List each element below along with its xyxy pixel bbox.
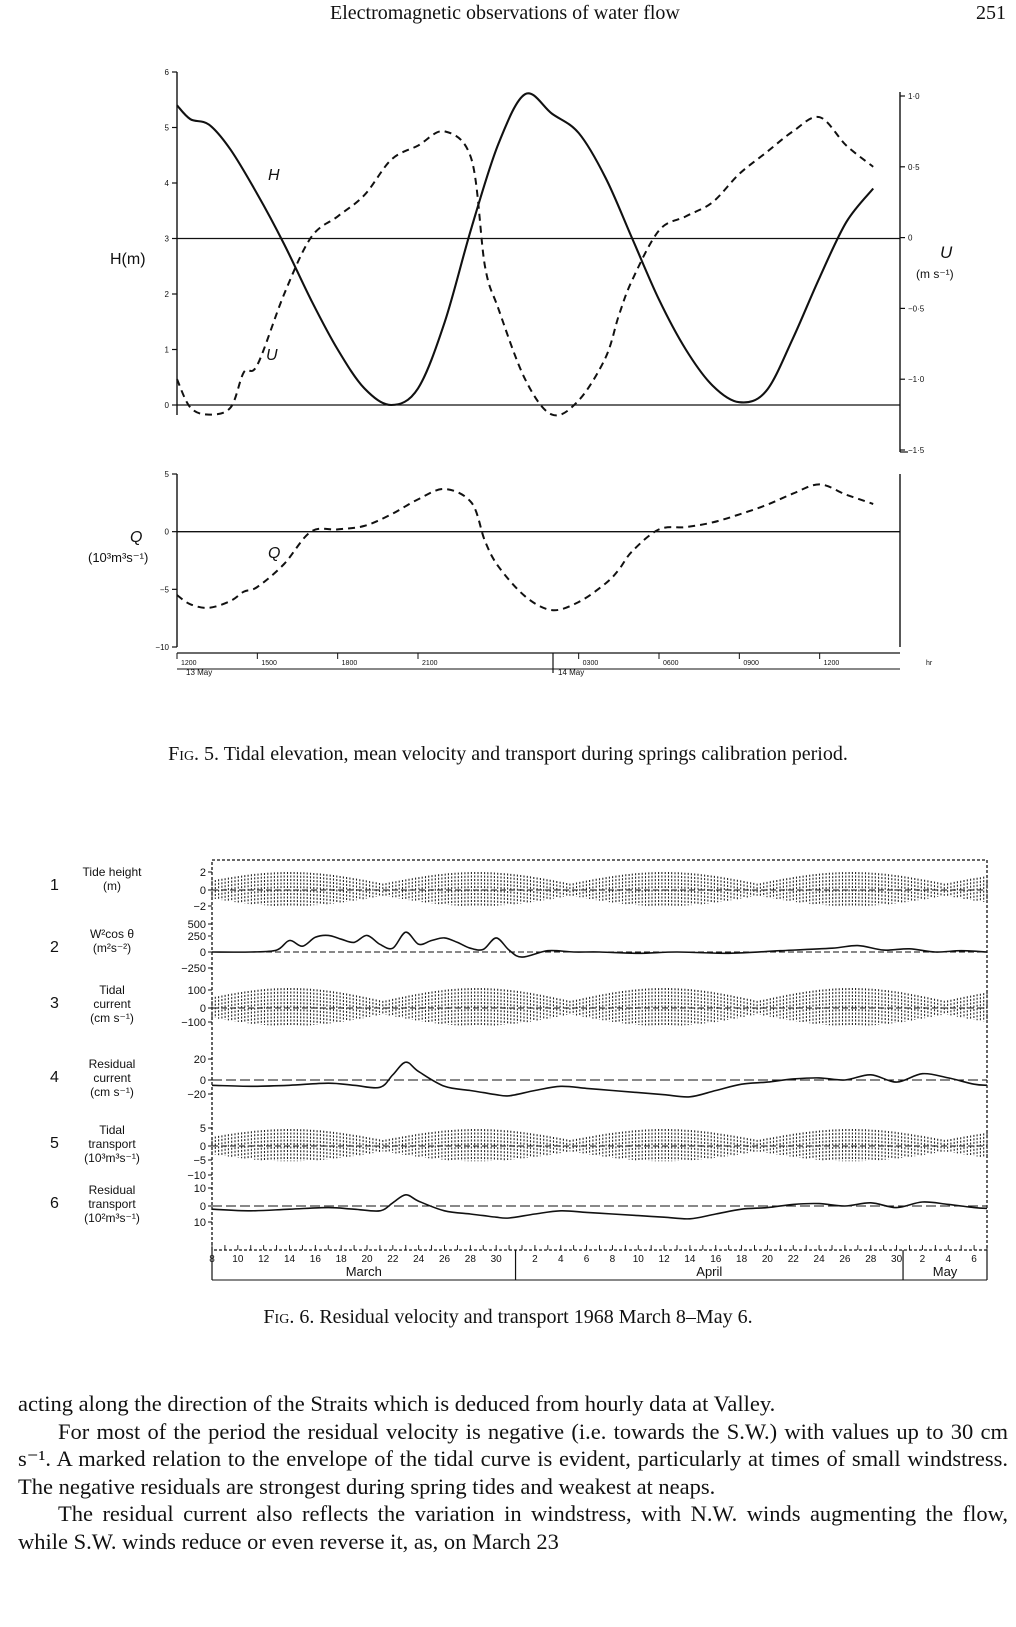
q-curve-label: Q [268, 545, 281, 562]
figure-5-caption-label: Fig. 5. [168, 743, 220, 765]
figure-6-traces [212, 872, 987, 1219]
curve-q [177, 484, 873, 610]
panel-label-line: (cm s⁻¹) [90, 1011, 134, 1025]
h-tick-label: 5 [164, 123, 169, 133]
april-tick-label: 28 [865, 1254, 877, 1265]
figure-5-caption-text: Tidal elevation, mean velocity and transport during springs calibration period. [223, 743, 848, 765]
panel-tick-label: −250 [181, 963, 206, 975]
month-label-may: May [932, 1264, 958, 1279]
panel-label-line: (10³m³s⁻¹) [84, 1151, 140, 1165]
q-tick-label: 0 [164, 527, 169, 537]
time-tick-label: 1200 [181, 660, 197, 667]
april-tick-label: 22 [787, 1254, 799, 1265]
figure-5-axes [177, 72, 908, 673]
panel-tick-label: 100 [187, 985, 206, 997]
u-tick-label: −0·5 [908, 304, 925, 314]
u-tick-label: −1·0 [908, 375, 925, 385]
q-tick-label: 5 [164, 470, 169, 479]
body-paragraph: The residual current also reflects the variation in windstress, with N.W. winds augmenting the flow, while S.W. winds reduce or even reverse it, as, on March 23 [18, 1501, 1008, 1554]
panel-label-line: W²cos θ [89, 927, 135, 941]
panel-tick-label: 0 [199, 885, 206, 897]
trace-residual-transport [212, 1195, 987, 1219]
figure-6-frame [212, 860, 987, 1250]
panel-label-line: current [93, 997, 131, 1011]
running-header [0, 2, 1016, 28]
u-curve-label: U [266, 347, 278, 364]
figure-5-curves [177, 93, 873, 610]
q-tick-label: −10 [155, 643, 169, 652]
time-tick-label: 0900 [743, 660, 759, 667]
april-tick-label: 24 [813, 1254, 825, 1265]
h-curve-label: H [268, 167, 280, 184]
h-tick-label: 2 [164, 290, 169, 299]
panel-label-line: Residual [88, 1057, 136, 1071]
panel-tick-label: 0 [199, 947, 206, 959]
panel-label-line: (m²s⁻²) [92, 941, 132, 955]
month-label-april: April [696, 1264, 723, 1279]
march-tick-label: 16 [309, 1254, 321, 1265]
panel-tick-label: −5 [193, 1155, 206, 1167]
panel-number-4: 4 [50, 1069, 59, 1086]
u-tick-label: 0 [908, 233, 913, 243]
figure-6-panel-labels [50, 865, 212, 1229]
panel-tick-label: −20 [187, 1089, 206, 1101]
figure-6-axes [212, 860, 987, 1250]
panel-number-1: 1 [50, 877, 59, 894]
panel-tick-label: 0 [199, 1003, 206, 1015]
panel-label-line: (cm s⁻¹) [90, 1085, 134, 1099]
april-tick-label: 2 [532, 1254, 538, 1265]
march-tick-label: 14 [283, 1254, 296, 1265]
panel-tick-label: 10 [193, 1183, 206, 1195]
panel-number-3: 3 [50, 995, 59, 1012]
panel-label-line: Tide height [82, 865, 142, 879]
panel-tick-label: 10 [193, 1217, 206, 1229]
body-text [18, 1390, 1008, 1555]
body-paragraph: For most of the period the residual velocity is negative (i.e. towards the S.W.) with values up to 30 cm s⁻¹. A marked relation to the envelope of the tidal curve is evident, particularly at times of small windstress. The negative residuals are strongest during spring tides and weakest at neaps. [18, 1418, 1008, 1499]
u-tick-label: −1·5 [908, 446, 925, 455]
date-label-14-may: 14 May [558, 668, 585, 677]
march-tick-label: 24 [413, 1254, 425, 1265]
time-tick-label: 1500 [261, 660, 277, 667]
panel-tick-label: 0 [199, 1075, 206, 1087]
panel-tick-label: 2 [199, 867, 206, 879]
curve-u [177, 117, 873, 416]
panel-label-line: transport [88, 1137, 136, 1151]
panel-tick-label: −10 [187, 1170, 206, 1182]
march-tick-label: 22 [387, 1254, 399, 1265]
time-tick-label: 1200 [823, 660, 840, 667]
march-tick-label: 30 [490, 1254, 502, 1265]
panel-label-line: (10²m³s⁻¹) [84, 1211, 140, 1225]
panel-number-2: 2 [50, 939, 59, 956]
u-tick-label: 1·0 [908, 92, 920, 101]
march-tick-label: 8 [209, 1254, 215, 1265]
march-tick-label: 20 [361, 1254, 373, 1265]
q-axis-unit: (10³m³s⁻¹) [88, 550, 149, 565]
panel-label-line: (m) [103, 879, 121, 893]
march-tick-label: 28 [464, 1254, 476, 1265]
figure-6 [0, 852, 1016, 1302]
april-tick-label: 12 [658, 1254, 670, 1265]
panel-tick-label: −2 [193, 901, 206, 913]
march-tick-label: 12 [258, 1254, 270, 1265]
april-tick-label: 8 [609, 1254, 616, 1265]
panel-tick-label: 250 [187, 931, 206, 943]
april-tick-label: 6 [583, 1254, 590, 1265]
panel-tick-label: 500 [187, 919, 206, 931]
april-tick-label: 26 [839, 1254, 851, 1265]
time-tick-label: 1800 [341, 660, 358, 667]
time-tick-label: 0300 [582, 660, 599, 667]
panel-label-line: current [93, 1071, 131, 1085]
time-unit-label: hr [926, 660, 933, 667]
may-tick-label: 6 [971, 1254, 977, 1265]
april-tick-label: 16 [710, 1254, 722, 1265]
h-tick-label: 0 [164, 401, 169, 410]
h-tick-label: 4 [164, 179, 169, 188]
april-tick-label: 4 [557, 1254, 564, 1265]
panel-label-line: Tidal [99, 983, 125, 997]
panel-label-line: Tidal [99, 1123, 125, 1137]
panel-tick-label: 5 [199, 1123, 206, 1135]
march-tick-label: 10 [232, 1254, 244, 1265]
may-tick-label: 4 [945, 1254, 952, 1265]
figure-6-caption [0, 1305, 1016, 1329]
figure-5-caption [0, 742, 1016, 766]
april-tick-label: 10 [632, 1254, 644, 1265]
q-axis-label: Q [130, 529, 143, 546]
h-axis-label: H(m) [110, 251, 146, 268]
figure-6-caption-label: Fig. 6. [263, 1306, 315, 1328]
april-tick-label: 18 [736, 1254, 748, 1265]
may-tick-label: 2 [919, 1254, 926, 1265]
panel-tick-label: 20 [193, 1054, 206, 1066]
panel-number-5: 5 [50, 1135, 59, 1152]
running-title: Electromagnetic observations of water flow [330, 2, 680, 24]
april-tick-label: 30 [891, 1254, 903, 1265]
panel-number-6: 6 [50, 1195, 59, 1212]
panel-tick-label: 0 [199, 1201, 206, 1213]
date-label-13-may: 13 May [186, 668, 213, 677]
u-axis-unit: (m s⁻¹) [916, 267, 954, 281]
panel-tick-label: −100 [181, 1017, 206, 1029]
tidal-oscillation-trace [212, 988, 987, 1026]
curve-h [177, 93, 873, 405]
q-tick-label: −5 [159, 585, 169, 595]
h-tick-label: 6 [164, 68, 169, 77]
page-number: 251 [976, 2, 1006, 24]
h-tick-label: 1 [164, 345, 169, 355]
march-tick-label: 18 [335, 1254, 347, 1265]
figure-6-caption-text: Residual velocity and transport 1968 March 8–May 6. [319, 1306, 753, 1328]
u-axis-label: U [940, 243, 953, 262]
figure-5-labels [88, 167, 954, 677]
april-tick-label: 14 [684, 1254, 696, 1265]
time-tick-label: 2100 [422, 660, 438, 667]
panel-tick-label: 0 [199, 1141, 206, 1153]
figure-5 [0, 30, 1016, 740]
time-tick-label: 0600 [663, 660, 679, 667]
body-paragraph: acting along the direction of the Straits which is deduced from hourly data at Valley. [18, 1391, 776, 1416]
tidal-oscillation-trace [212, 872, 987, 906]
tidal-oscillation-trace [212, 1129, 987, 1161]
march-tick-label: 26 [438, 1254, 451, 1265]
figure-5-ticks [155, 68, 932, 667]
panel-label-line: Residual [88, 1183, 136, 1197]
h-tick-label: 3 [164, 234, 169, 244]
april-tick-label: 20 [761, 1254, 773, 1265]
u-tick-label: 0·5 [908, 162, 920, 172]
panel-label-line: transport [88, 1197, 136, 1211]
month-label-march: March [345, 1264, 382, 1279]
trace-w-cos- [212, 932, 987, 957]
